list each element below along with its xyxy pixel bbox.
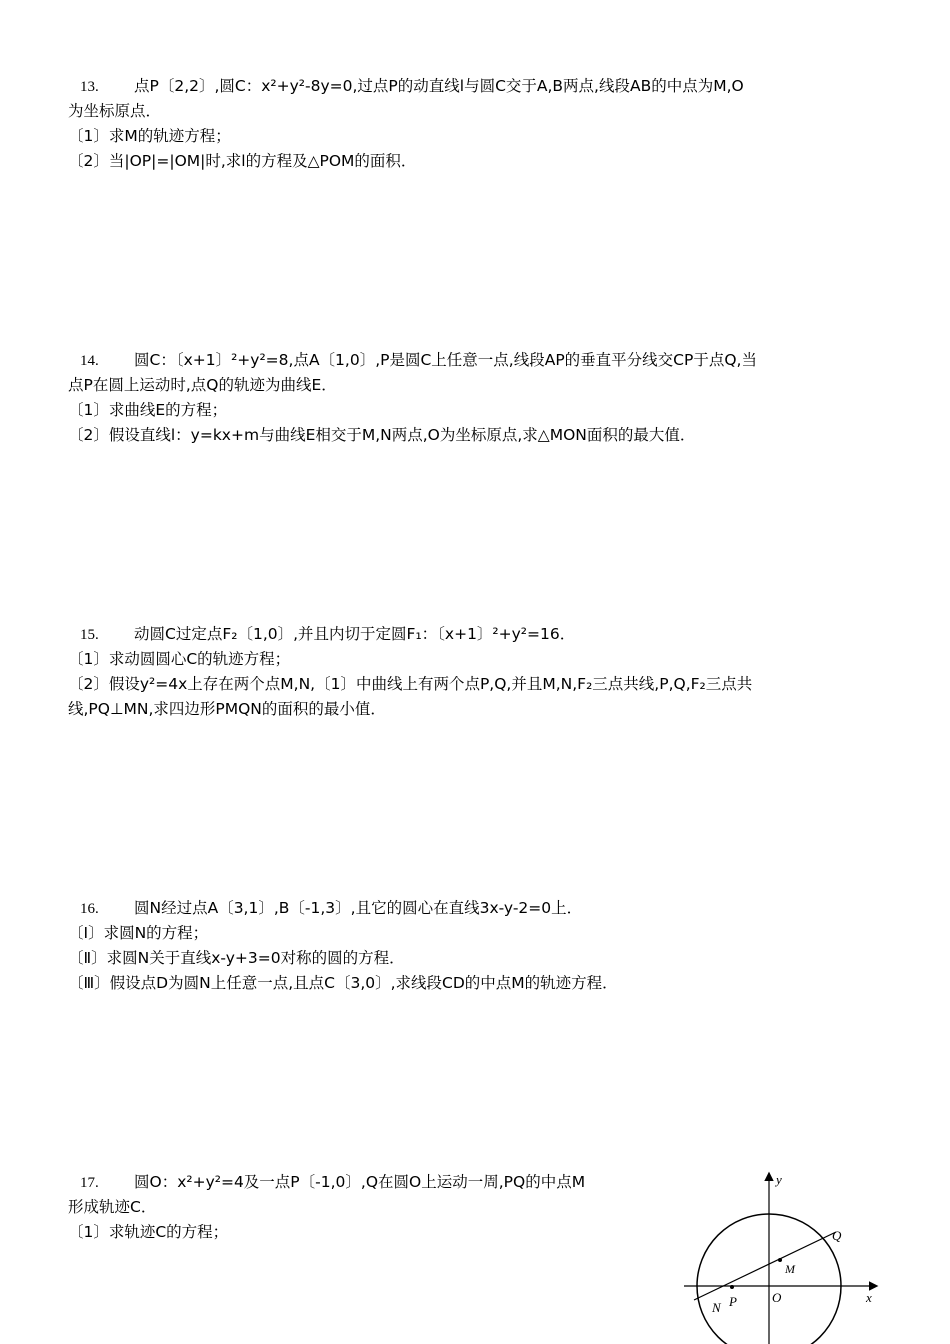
problem-13-number: 13. [80, 79, 99, 95]
problem-13 [68, 74, 880, 174]
problem-14-part-1: 〔1〕求曲线E的方程； [68, 401, 228, 419]
label-m: M [785, 1262, 795, 1276]
problem-15-part-1: 〔1〕求动圆圆心C的轨迹方程； [68, 650, 291, 668]
problem-15-part-2: 〔2〕假设y²=4x上存在两个点M,N,〔1〕中曲线上有两个点P,Q,并且M,N,F₂三点共线,P,Q,F₂三点共 [68, 675, 753, 693]
problem-17-line-1: 17. 圆O：x²+y²=4及一点P〔-1,0〕,Q在圆O上运动一周,PQ的中点M [68, 1170, 880, 1195]
problem-15-part-2-cont: 线,PQ⊥MN,求四边形PMQN的面积的最小值． [68, 700, 386, 718]
point-m [778, 1258, 782, 1262]
problem-13-part-2: 〔2〕当|OP|=|OM|时,求l的方程及△POM的面积． [68, 152, 417, 170]
problem-16-part-1: 〔Ⅰ〕求圆N的方程； [68, 924, 209, 942]
circle-figure [684, 1168, 884, 1344]
problem-16-part-2: 〔Ⅱ〕求圆N关于直线x-y+3=0对称的圆的方程． [68, 949, 405, 967]
problem-16 [68, 896, 880, 996]
problem-16-part-3: 〔Ⅲ〕假设点D为圆N上任意一点,且点C〔3,0〕,求线段CD的中点M的轨迹方程． [68, 974, 618, 992]
label-x: x [866, 1290, 872, 1305]
problem-13-part-1: 〔1〕求M的轨迹方程； [68, 127, 231, 145]
problem-13-line-1: 13. 点P〔2,2〕,圆C：x²+y²-8y=0,过点P的动直线l与圆C交于A,B两点,线段AB的中点为M,O [68, 74, 880, 99]
label-o: O [772, 1290, 782, 1305]
problem-14-line-1: 14. 圆C：〔x+1〕²+y²=8,点A〔1,0〕,P是圆C上任意一点,线段AP的垂直平分线交CP于点Q,当 [68, 348, 880, 373]
problem-13-line-2: 为坐标原点． [68, 102, 162, 120]
problem-16-number: 16. [80, 901, 99, 917]
segment-pq [694, 1232, 836, 1300]
point-p [730, 1285, 734, 1289]
problem-17-number: 17. [80, 1175, 99, 1191]
label-p: P [729, 1294, 737, 1309]
problem-14 [68, 348, 880, 448]
problem-14-number: 14. [80, 353, 99, 369]
label-n: N [712, 1300, 721, 1315]
problem-15-number: 15. [80, 627, 99, 643]
problem-15 [68, 622, 880, 722]
problem-17-part-1: 〔1〕求轨迹C的方程； [68, 1223, 229, 1241]
problem-16-line-1: 16. 圆N经过点A〔3,1〕,B〔-1,3〕,且它的圆心在直线3x-y-2=0上． [68, 896, 880, 921]
problem-17-line-2: 形成轨迹C． [68, 1198, 157, 1216]
label-y: y [776, 1172, 782, 1187]
problem-14-part-2: 〔2〕假设直线l：y=kx+m与曲线E相交于M,N两点,O为坐标原点,求△MON面积的最大值． [68, 426, 696, 444]
label-q: Q [832, 1228, 842, 1243]
problem-15-line-1: 15. 动圆C过定点F₂〔1,0〕,并且内切于定圆F₁：〔x+1〕²+y²=16． [68, 622, 880, 647]
problem-14-line-2: 点P在圆上运动时,点Q的轨迹为曲线E． [68, 376, 337, 394]
